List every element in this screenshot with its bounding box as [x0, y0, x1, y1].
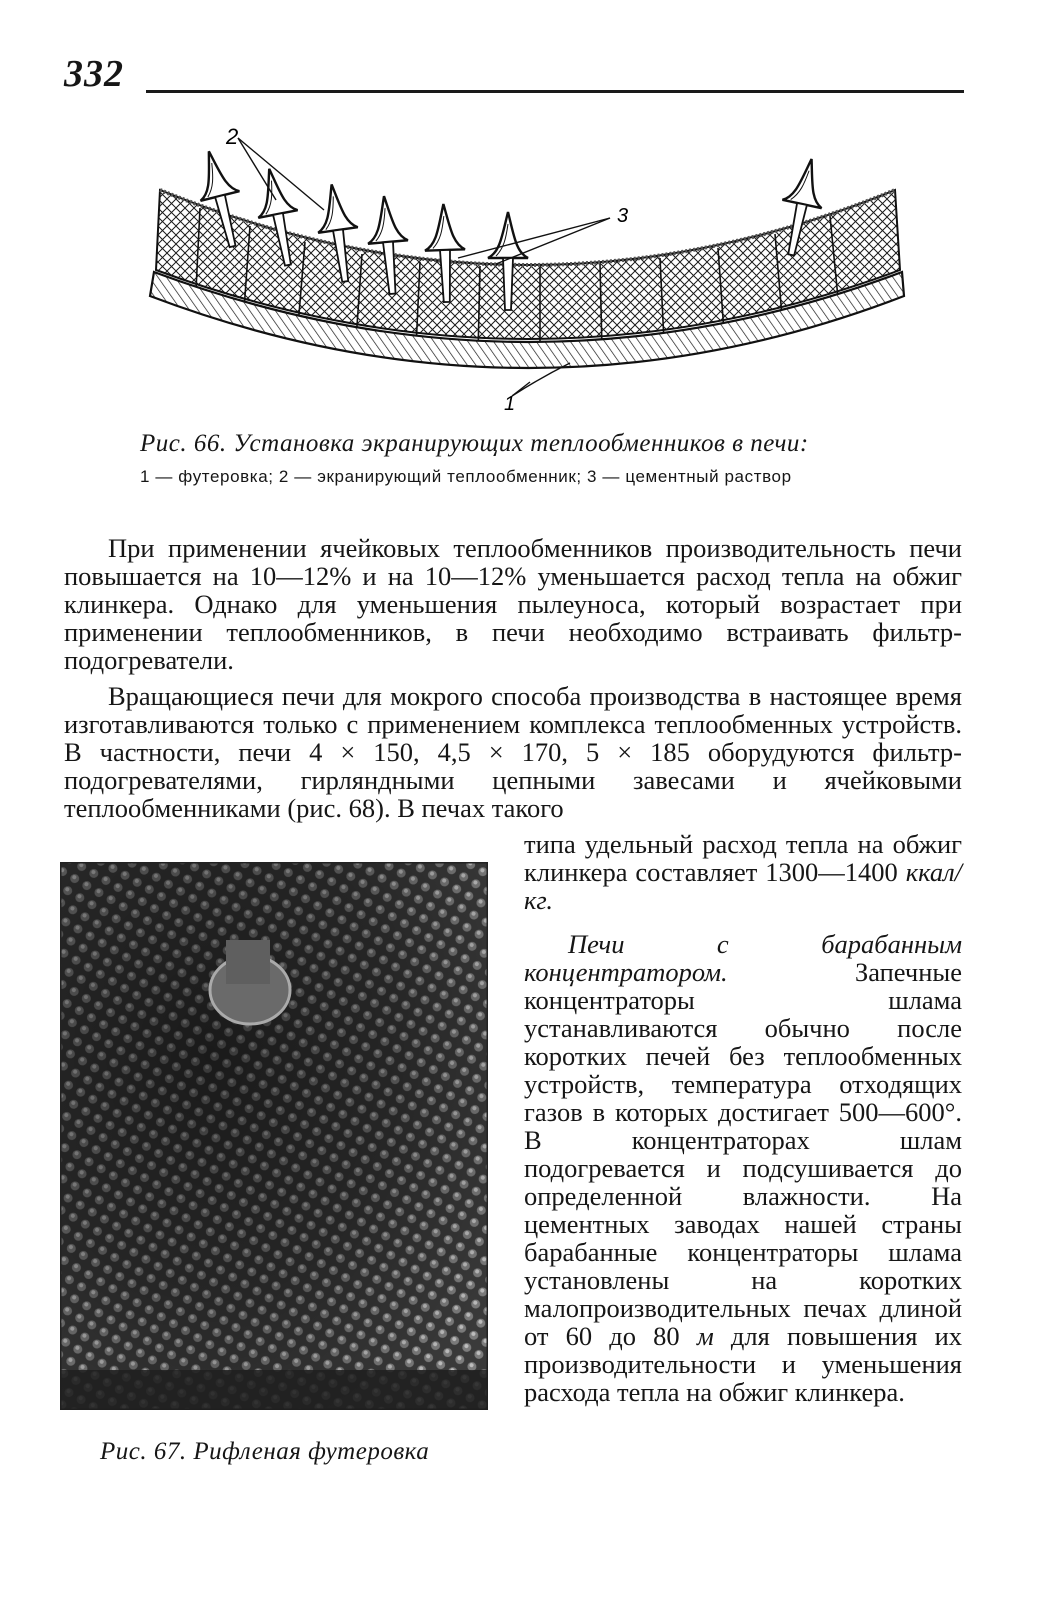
figure-67-ribbed-lining-photo [60, 862, 488, 1410]
header-rule [146, 90, 964, 93]
paragraph-4-text: Запечные концентраторы шлама устанавливаются обычно после коротких печей без теплообменных устройств, температура отходящих газов в которых достигает 500—600°. В концентраторах шлам подогревается и подсушивается до определенной влажности. На цементных заводах нашей страны барабанные концентраторы шлама установлены на коротких малопроизводительных печах длиной от 60 до 80 [524, 957, 962, 1351]
figure-66-legend: 1 — футеровка; 2 — экранирующий теплообменник; 3 — цементный раствор [140, 467, 792, 486]
figure-67-caption: Рис. 67. Рифленая футеровка [100, 1438, 430, 1465]
paragraph-3-unit: ккал/кг. [524, 857, 962, 915]
paragraph-4-unit: м [696, 1321, 714, 1351]
callout-1: 1 [504, 393, 516, 415]
figure-66-kiln-lining-diagram [140, 118, 920, 418]
body-paragraph-3 [524, 830, 962, 914]
callout-2: 2 [226, 124, 239, 149]
body-paragraph-4 [524, 930, 962, 1406]
paragraph-4-tail: для повышения их производительности и уменьшения расхода тепла на обжиг клинкера. [524, 1321, 963, 1407]
paragraph-4-runin-heading: Печи с барабанным концентратором. [524, 929, 962, 987]
body-paragraph-2: Вращающиеся печи для мокрого способа производства в настоящее время изготавливаются только с применением комплекса теплообменных устройств. В частности, печи 4 × 150, 4,5 × 170, 5 × 185 оборудуются фильтр-подогревателями, гирляндными цепными завесами и ячейковыми теплообменниками (рис. 68). В печах такого [64, 681, 962, 823]
paragraph-3-text: типа удельный расход тепла на обжиг клинкера составляет 1300—1400 [524, 829, 962, 887]
callout-3: 3 [617, 205, 629, 227]
page-number: 332 [64, 53, 124, 95]
figure-66-caption: Рис. 66. Установка экранирующих теплообменников в печи: [140, 430, 809, 457]
body-paragraph-1: При применении ячейковых теплообменников производительность печи повышается на 10—12% и на 10—12% уменьшается расход тепла на обжиг клинкера. Однако для уменьшения пылеуноса, который возрастает при применении теплообменников, в печи необходимо встраивать фильтр-подогреватели. [64, 533, 962, 675]
